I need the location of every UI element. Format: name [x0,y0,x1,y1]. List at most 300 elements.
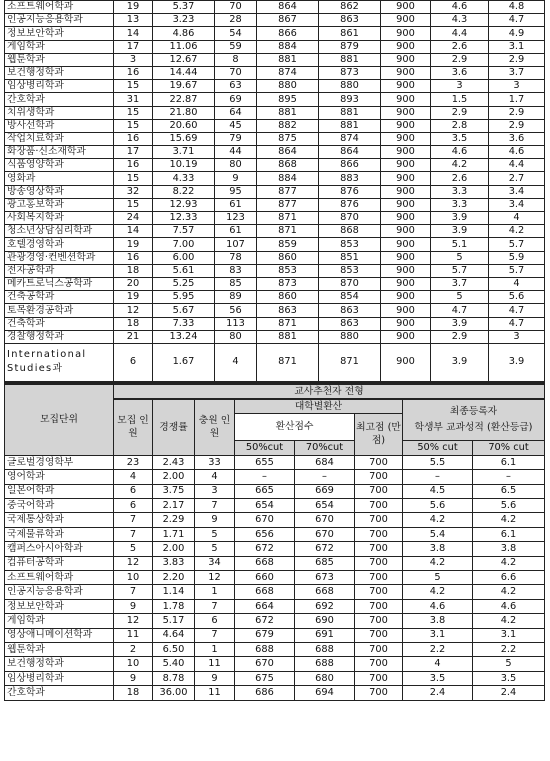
value-cell: 2.00 [153,542,195,556]
value-cell: 700 [355,642,403,656]
value-cell: 61 [215,198,257,211]
value-cell: 9 [195,671,235,685]
value-cell: 10.19 [153,159,215,172]
value-cell: 6.00 [153,251,215,264]
value-cell: 5.7 [431,264,489,277]
value-cell: 688 [295,642,355,656]
value-cell: 5.6 [403,499,473,513]
value-cell: 28 [215,14,257,27]
value-cell: 900 [381,225,431,238]
value-cell: 861 [319,27,381,40]
value-cell: 2 [114,642,153,656]
table-row [5,40,545,53]
value-cell: 4.6 [403,599,473,613]
table-row [5,106,545,119]
value-cell: 879 [319,40,381,53]
table-row [5,304,545,317]
value-cell: 900 [381,93,431,106]
value-cell: 4 [215,343,257,382]
value-cell: 13.24 [153,330,215,343]
table-row [5,80,545,93]
value-cell: 4 [403,657,473,671]
value-cell: 3.83 [153,556,195,570]
table-row [5,185,545,198]
table-row [5,1,545,14]
value-cell: 859 [257,238,319,251]
table-row [5,642,545,656]
value-cell: 4.2 [431,159,489,172]
table-row [5,291,545,304]
dept-name-cell: 일본어학과 [5,484,114,498]
dept-name-cell: 사회복지학과 [5,212,114,225]
value-cell: 2.4 [403,686,473,700]
value-cell: 70 [215,66,257,79]
value-cell: 59 [215,40,257,53]
value-cell: 670 [235,657,295,671]
value-cell: 669 [295,484,355,498]
dept-name-cell: 임상병리학과 [5,671,114,685]
value-cell: 686 [235,686,295,700]
value-cell: 4.6 [473,599,545,613]
table-row [5,513,545,527]
value-cell: 9 [114,599,153,613]
value-cell: 61 [215,225,257,238]
value-cell: 3.8 [473,542,545,556]
value-cell: 656 [235,527,295,541]
value-cell: 89 [215,291,257,304]
value-cell: 2.29 [153,513,195,527]
value-cell: 863 [319,317,381,330]
value-cell: 3 [195,484,235,498]
value-cell: 5.7 [489,264,545,277]
value-cell: 3 [489,80,545,93]
value-cell: 691 [295,628,355,642]
value-cell: 5.17 [153,614,195,628]
header-grade-cut70: 70% cut [473,440,545,455]
value-cell: 880 [257,80,319,93]
header-cut50: 50%cut [235,440,295,455]
value-cell: 3 [114,53,153,66]
value-cell: 881 [257,106,319,119]
value-cell: 3.5 [431,132,489,145]
value-cell: 884 [257,40,319,53]
value-cell: 5.7 [489,238,545,251]
value-cell: 868 [319,225,381,238]
value-cell: 3.1 [489,40,545,53]
value-cell: 867 [257,14,319,27]
dept-name-cell: 컴퓨터공학과 [5,556,114,570]
value-cell: 664 [235,599,295,613]
value-cell: 874 [319,132,381,145]
value-cell: 900 [381,343,431,382]
value-cell: 882 [257,119,319,132]
value-cell: 863 [319,14,381,27]
value-cell: 24 [114,212,153,225]
value-cell: 860 [257,251,319,264]
value-cell: 3.71 [153,146,215,159]
value-cell: 2.20 [153,571,195,585]
value-cell: 107 [215,238,257,251]
value-cell: 2.4 [473,686,545,700]
value-cell: 18 [114,317,153,330]
value-cell: 654 [235,499,295,513]
value-cell: 3.9 [431,317,489,330]
value-cell: 668 [295,585,355,599]
value-cell: 15 [114,172,153,185]
value-cell: 9 [215,172,257,185]
value-cell: 6 [114,499,153,513]
value-cell: 5.95 [153,291,215,304]
header-grade-cut50: 50% cut [403,440,473,455]
value-cell: 3.9 [431,343,489,382]
value-cell: 4 [489,277,545,290]
lower-results-table [4,383,545,701]
value-cell: 6 [114,484,153,498]
value-cell: 700 [355,599,403,613]
value-cell: 881 [319,53,381,66]
value-cell: 900 [381,251,431,264]
dept-name-cell: 작업치료학과 [5,132,114,145]
value-cell: 665 [235,484,295,498]
value-cell: 863 [257,304,319,317]
value-cell: – [235,470,295,484]
value-cell: 16 [114,159,153,172]
value-cell: 14.44 [153,66,215,79]
value-cell: 673 [295,571,355,585]
value-cell: 700 [355,484,403,498]
value-cell: 5.67 [153,304,215,317]
value-cell: 881 [319,119,381,132]
value-cell: 700 [355,470,403,484]
value-cell: 11 [114,628,153,642]
value-cell: 3.9 [489,343,545,382]
value-cell: 860 [257,291,319,304]
value-cell: 3 [431,80,489,93]
value-cell: 692 [295,599,355,613]
dept-name-cell: 간호학과 [5,686,114,700]
value-cell: 863 [319,304,381,317]
value-cell: 36.00 [153,686,195,700]
value-cell: 2.9 [431,53,489,66]
value-cell: 113 [215,317,257,330]
value-cell: 13 [114,14,153,27]
value-cell: 12 [195,571,235,585]
value-cell: 3.9 [431,225,489,238]
value-cell: 864 [257,146,319,159]
value-cell: 16 [114,66,153,79]
value-cell: 5 [431,251,489,264]
value-cell: 675 [235,671,295,685]
value-cell: 871 [319,343,381,382]
table-row [5,330,545,343]
table-row [5,159,545,172]
value-cell: 17 [114,146,153,159]
value-cell: 866 [319,159,381,172]
value-cell: 900 [381,14,431,27]
table-row [5,264,545,277]
value-cell: 900 [381,317,431,330]
dept-name-cell: 정보보안학과 [5,599,114,613]
value-cell: 12 [114,304,153,317]
value-cell: 700 [355,455,403,469]
value-cell: 900 [381,264,431,277]
table-row [5,542,545,556]
value-cell: 5.37 [153,1,215,14]
value-cell: 4.7 [489,317,545,330]
value-cell: 4.2 [473,513,545,527]
value-cell: 900 [381,27,431,40]
value-cell: 893 [319,93,381,106]
value-cell: 875 [257,132,319,145]
value-cell: 83 [215,264,257,277]
value-cell: 4.7 [489,14,545,27]
value-cell: 20.60 [153,119,215,132]
value-cell: 4.2 [403,513,473,527]
value-cell: 2.6 [431,40,489,53]
table-row [5,556,545,570]
value-cell: 862 [319,1,381,14]
value-cell: 17 [114,40,153,53]
value-cell: 900 [381,132,431,145]
value-cell: 877 [257,185,319,198]
dept-name-cell: 방사선학과 [5,119,114,132]
header-cut70: 70%cut [295,440,355,455]
value-cell: 3.7 [431,277,489,290]
value-cell: 873 [257,277,319,290]
value-cell: 34 [195,556,235,570]
value-cell: 685 [295,556,355,570]
value-cell: 4.9 [489,27,545,40]
value-cell: 900 [381,1,431,14]
value-cell: 19 [114,291,153,304]
value-cell: 900 [381,304,431,317]
value-cell: 70 [215,1,257,14]
value-cell: 80 [215,330,257,343]
value-cell: 2.43 [153,455,195,469]
value-cell: 668 [235,556,295,570]
value-cell: 19.67 [153,80,215,93]
value-cell: 700 [355,686,403,700]
value-cell: 700 [355,585,403,599]
dept-name-cell: 식품영양학과 [5,159,114,172]
value-cell: 2.7 [489,172,545,185]
value-cell: 10 [114,571,153,585]
dept-name-cell: 캠퍼스아시아학과 [5,542,114,556]
value-cell: 1.5 [431,93,489,106]
value-cell: 22.87 [153,93,215,106]
dept-name-cell: 메카트로닉스공학과 [5,277,114,290]
dept-name-cell: 정보보안학과 [5,27,114,40]
value-cell: 11 [195,686,235,700]
value-cell: 680 [295,671,355,685]
value-cell: 854 [319,291,381,304]
value-cell: 95 [215,185,257,198]
dept-name-cell: 게임학과 [5,40,114,53]
value-cell: 3.8 [403,614,473,628]
table-row [5,198,545,211]
table-row [5,251,545,264]
value-cell: 4.64 [153,628,195,642]
table-row [5,14,545,27]
value-cell: 876 [319,198,381,211]
dept-name-cell: 임상병리학과 [5,80,114,93]
value-cell: 4.33 [153,172,215,185]
value-cell: 9 [195,513,235,527]
table-row [5,212,545,225]
dept-name-cell: 관광경영·컨벤션학과 [5,251,114,264]
dept-name-cell: 영어학과 [5,470,114,484]
value-cell: 4.6 [431,146,489,159]
value-cell: 684 [295,455,355,469]
value-cell: 6.1 [473,527,545,541]
table-row [5,571,545,585]
value-cell: 851 [319,251,381,264]
value-cell: 12 [114,556,153,570]
value-cell: 19 [114,238,153,251]
dept-name-cell: 건축공학과 [5,291,114,304]
value-cell: 1 [195,642,235,656]
value-cell: 20 [114,277,153,290]
value-cell: 877 [257,198,319,211]
value-cell: 900 [381,185,431,198]
value-cell: 895 [257,93,319,106]
value-cell: 672 [295,542,355,556]
value-cell: 900 [381,238,431,251]
value-cell: 853 [319,238,381,251]
table-row [5,172,545,185]
value-cell: 5.1 [431,238,489,251]
value-cell: 670 [295,513,355,527]
value-cell: 12.33 [153,212,215,225]
value-cell: 3 [489,330,545,343]
value-cell: 31 [114,93,153,106]
value-cell: 668 [235,585,295,599]
value-cell: 4.2 [473,614,545,628]
value-cell: 6.50 [153,642,195,656]
value-cell: 14 [114,225,153,238]
table-row [5,343,545,382]
header-reserve: 충원 인원 [195,399,235,456]
value-cell: 21.80 [153,106,215,119]
dept-name-cell: 청소년상담심리학과 [5,225,114,238]
value-cell: 10 [114,657,153,671]
dept-name-cell: 소프트웨어학과 [5,571,114,585]
header-conv-score: 환산점수 [235,413,355,440]
value-cell: 7 [114,527,153,541]
value-cell: 5 [114,542,153,556]
value-cell: 900 [381,291,431,304]
table-row [5,599,545,613]
value-cell: 64 [215,106,257,119]
table-row [5,317,545,330]
value-cell: 868 [257,159,319,172]
value-cell: 2.9 [489,119,545,132]
value-cell: 85 [215,277,257,290]
value-cell: 1.67 [153,343,215,382]
value-cell: 3.6 [431,66,489,79]
table-row [5,499,545,513]
dept-name-cell: 글로벌경영학부 [5,455,114,469]
value-cell: 874 [257,66,319,79]
value-cell: 900 [381,172,431,185]
dept-name-cell: 소프트웨어학과 [5,1,114,14]
value-cell: 5.40 [153,657,195,671]
value-cell: 32 [114,185,153,198]
value-cell: 63 [215,80,257,93]
value-cell: 880 [319,330,381,343]
value-cell: 871 [257,225,319,238]
value-cell: – [295,470,355,484]
value-cell: 18 [114,264,153,277]
value-cell: 45 [215,119,257,132]
value-cell: 16 [114,251,153,264]
value-cell: 7 [195,628,235,642]
value-cell: 853 [257,264,319,277]
header-final [403,399,545,441]
value-cell: 4 [489,212,545,225]
value-cell: 700 [355,556,403,570]
value-cell: 3.23 [153,14,215,27]
value-cell: 12.67 [153,53,215,66]
dept-name-cell: 보건행정학과 [5,66,114,79]
header-univ-conv: 대학별환산 [235,399,403,414]
value-cell: 5.61 [153,264,215,277]
value-cell: 5 [431,291,489,304]
value-cell: 694 [295,686,355,700]
value-cell: 670 [295,527,355,541]
value-cell: 700 [355,513,403,527]
dept-name-cell: 치위생학과 [5,106,114,119]
value-cell: 5.4 [403,527,473,541]
table-row [5,119,545,132]
value-cell: 9 [114,671,153,685]
value-cell: 15 [114,198,153,211]
value-cell: 2.6 [431,172,489,185]
value-cell: 881 [257,53,319,66]
table-row [5,277,545,290]
dept-name-cell: 화장품·신소재학과 [5,146,114,159]
value-cell: 700 [355,571,403,585]
value-cell: 8 [215,53,257,66]
value-cell: 700 [355,499,403,513]
value-cell: 1.14 [153,585,195,599]
value-cell: 672 [235,542,295,556]
dept-name-cell: 전자공학과 [5,264,114,277]
value-cell: 4.7 [489,304,545,317]
value-cell: 3.8 [403,542,473,556]
table-row [5,628,545,642]
value-cell: 4.2 [403,585,473,599]
value-cell: 3.7 [489,66,545,79]
value-cell: 3.3 [431,198,489,211]
value-cell: 54 [215,27,257,40]
value-cell: 2.9 [431,330,489,343]
value-cell: 8.22 [153,185,215,198]
value-cell: 853 [319,264,381,277]
table-row [5,238,545,251]
dept-name-cell: 영화과 [5,172,114,185]
value-cell: 6.6 [473,571,545,585]
value-cell: 3.75 [153,484,195,498]
header-grade: 학생부 교과성적 (환산등급) [414,422,533,434]
value-cell: 900 [381,146,431,159]
value-cell: 4.2 [473,585,545,599]
value-cell: 900 [381,159,431,172]
value-cell: 900 [381,53,431,66]
value-cell: 4.2 [403,556,473,570]
dept-name-cell: 웹툰학과 [5,642,114,656]
value-cell: 870 [319,212,381,225]
